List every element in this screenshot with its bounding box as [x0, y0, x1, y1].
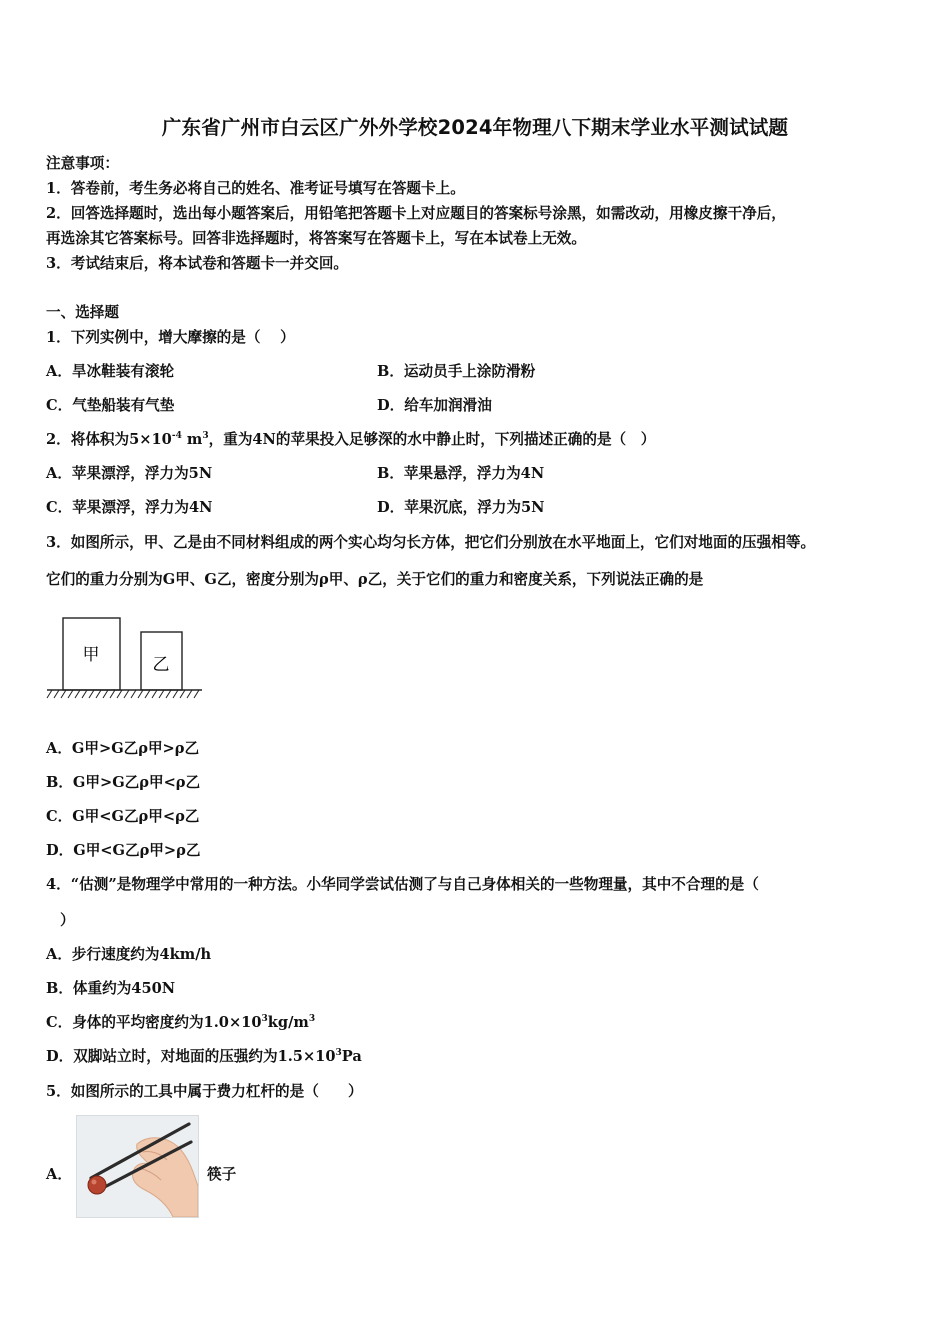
q2-option-d: D．苹果沉底，浮力为5N: [377, 499, 545, 516]
notice-item-2-cont: 再选涂其它答案标号。回答非选择题时，将答案写在答题卡上，写在本试卷上无效。: [46, 230, 586, 247]
q2-stem: [46, 428, 655, 449]
chopsticks-illustration: [77, 1116, 198, 1217]
q4-stem-line2: ）: [60, 912, 75, 929]
q4-d-exp: 3: [335, 1048, 342, 1058]
q1-stem: 1．下列实例中，增大摩擦的是（ ）: [46, 329, 295, 346]
notice-heading: 注意事项：: [46, 155, 119, 172]
q2-option-c: C．苹果漂浮，浮力为4N: [46, 499, 213, 516]
q3-stem-line2: 它们的重力分别为G甲、G乙，密度分别为ρ甲、ρ乙，关于它们的重力和密度关系，下列说法正确的是: [46, 571, 704, 588]
q3-option-a: A．G甲>G乙ρ甲>ρ乙: [46, 740, 200, 757]
notice-item-2: 2．回答选择题时，选出每小题答案后，用铅笔把答题卡上对应题目的答案标号涂黑，如需改动，用橡皮擦干净后，: [46, 205, 786, 222]
q2-option-b: B．苹果悬浮，浮力为4N: [377, 465, 545, 482]
q4-d-post: Pa: [341, 1048, 362, 1065]
label-yi: 乙: [152, 655, 170, 675]
notice-item-3: 3．考试结束后，将本试卷和答题卡一并交回。: [46, 255, 349, 272]
label-jia: 甲: [82, 645, 100, 665]
q2-stem-mid: m: [181, 431, 203, 448]
q4-c-pre: C．身体的平均密度约为1.0×10: [46, 1014, 262, 1031]
q3-option-d: D．G甲<G乙ρ甲>ρ乙: [46, 842, 201, 859]
page-title: 广东省广州市白云区广外外学校2024年物理八下期末学业水平测试试题: [161, 116, 789, 139]
q5-option-a-label: A．: [46, 1166, 72, 1183]
section-heading: 一、选择题: [46, 304, 119, 321]
q4-c-exp2: 3: [308, 1014, 316, 1024]
ground-hatch: [47, 690, 199, 698]
q2-stem-exp2: 3: [202, 431, 209, 441]
chopsticks-photo: [76, 1115, 199, 1218]
q4-option-b: B．体重约为450N: [46, 980, 176, 997]
q4-option-a: A．步行速度约为4km/h: [46, 946, 212, 963]
q1-option-c: C．气垫船装有气垫: [46, 397, 175, 414]
notice-item-1: 1．答卷前，考生务必将自己的姓名、准考证号填写在答题卡上。: [46, 180, 465, 197]
q3-stem-line1: 3．如图所示，甲、乙是由不同材料组成的两个实心均匀长方体，把它们分别放在水平地面上，它们对地面的压强相等。: [46, 534, 816, 551]
q2-option-a: A．苹果漂浮，浮力为5N: [46, 465, 213, 482]
q2-stem-exp: -4: [171, 431, 182, 441]
q4-d-pre: D．双脚站立时，对地面的压强约为1.5×10: [46, 1048, 336, 1065]
q1-option-b: B．运动员手上涂防滑粉: [377, 363, 536, 380]
q3-option-b: B．G甲>G乙ρ甲<ρ乙: [46, 774, 201, 791]
q4-option-c: [46, 1011, 315, 1032]
q4-option-d: [46, 1045, 362, 1066]
q4-c-post: kg/m: [267, 1014, 309, 1031]
q5-stem: 5．如图所示的工具中属于费力杠杆的是（ ）: [46, 1083, 363, 1100]
q2-stem-pre: 2．将体积为5×10: [46, 431, 172, 448]
q5-option-a-caption: 筷子: [207, 1166, 237, 1183]
q2-stem-post: ，重为4N的苹果投入足够深的水中静止时，下列描述正确的是（ ）: [208, 431, 656, 448]
q3-option-c: C．G甲<G乙ρ甲<ρ乙: [46, 808, 200, 825]
q4-stem-line1: 4．“估测”是物理学中常用的一种方法。小华同学尝试估测了与自己身体相关的一些物理量，其中不合理的是（: [46, 876, 759, 893]
q1-option-a: A．旱冰鞋装有滚轮: [46, 363, 175, 380]
q4-c-exp: 3: [261, 1014, 268, 1024]
q3-figure: [44, 612, 206, 704]
q1-option-d: D．给车加润滑油: [377, 397, 492, 414]
